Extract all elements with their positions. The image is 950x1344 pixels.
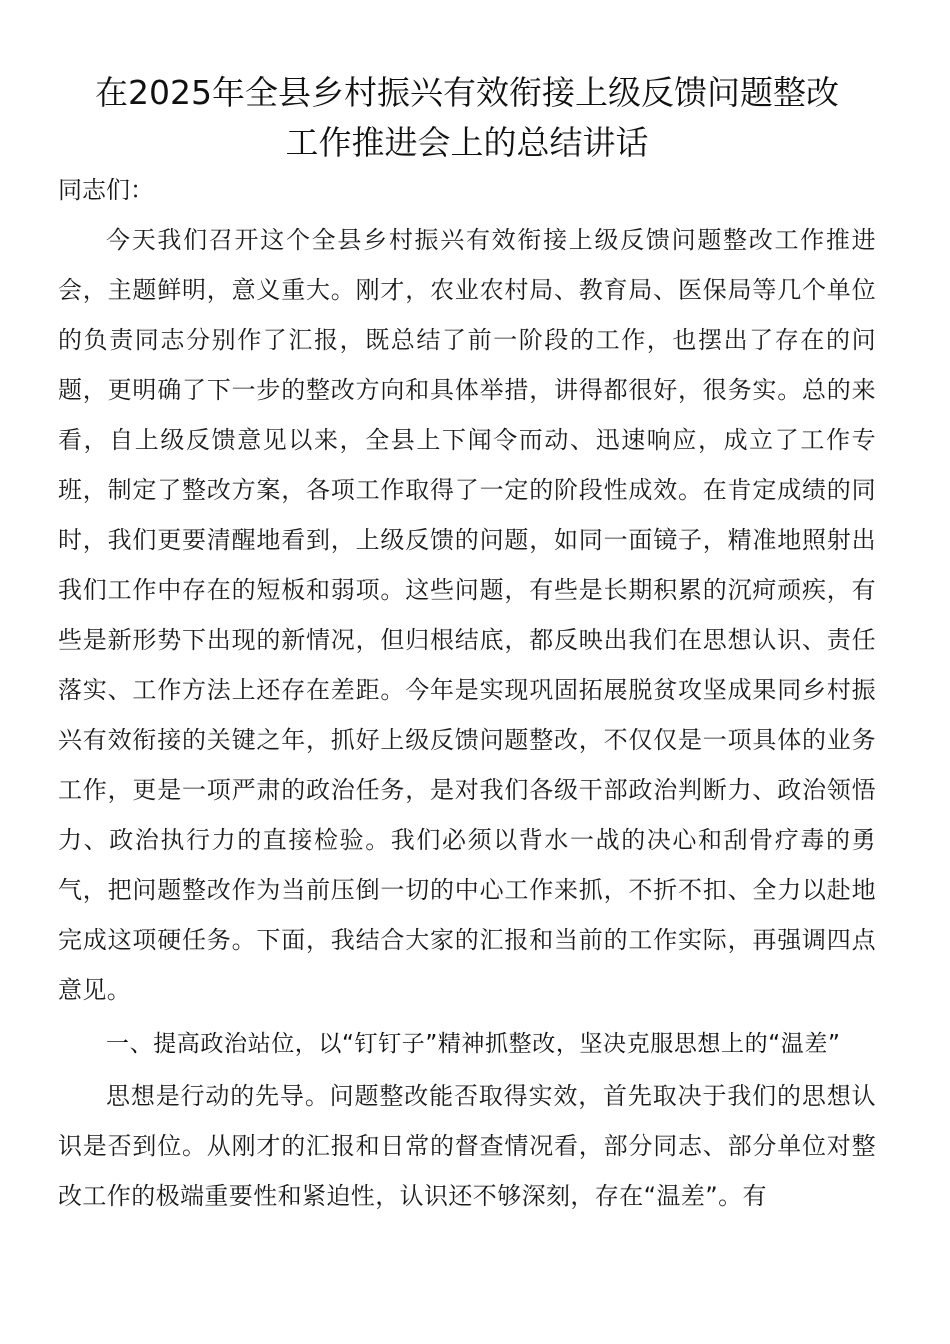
document-title bbox=[58, 68, 876, 168]
section-heading-1: 一、提高政治站位，以“钉钉子”精神抓整改，坚决克服思想上的“温差” bbox=[106, 1031, 841, 1057]
title-line-1: 在2025年全县乡村振兴有效衔接上级反馈问题整改 bbox=[95, 73, 839, 112]
body-paragraph-2: 思想是行动的先导。问题整改能否取得实效，首先取决于我们的思想认识是否到位。从刚才的汇报和日常的督查情况看，部分同志、部分单位对整改工作的极端重要性和紧迫性，认识还不够深刻，存在“温差”。有 bbox=[58, 1082, 876, 1210]
body-paragraph-1: 今天我们召开这个全县乡村振兴有效衔接上级反馈问题整改工作推进会，主题鲜明，意义重大。刚才，农业农村局、教育局、医保局等几个单位的负责同志分别作了汇报，既总结了前一阶段的工作，也摆出了存在的问题，更明确了下一步的整改方向和具体举措，讲得都很好，很务实。总的来看，自上级反馈意见以来，全县上下闻令而动、迅速响应，成立了工作专班，制定了整改方案，各项工作取得了一定的阶段性成效。在肯定成绩的同时，我们更要清醒地看到，上级反馈的问题，如同一面镜子，精准地照射出我们工作中存在的短板和弱项。这些问题，有些是长期积累的沉疴顽疾，有些是新形势下出现的新情况，但归根结底，都反映出我们在思想认识、责任落实、工作方法上还存在差距。今年是实现巩固拓展脱贫攻坚成果同乡村振兴有效衔接的关键之年，抓好上级反馈问题整改，不仅仅是一项具体的业务工作，更是一项严肃的政治任务，是对我们各级干部政治判断力、政治领悟力、政治执行力的直接检验。我们必须以背水一战的决心和刮骨疗毒的勇气，把问题整改作为当前压倒一切的中心工作来抓，不折不扣、全力以赴地完成这项硬任务。下面，我结合大家的汇报和当前的工作实际，再强调四点意见。 bbox=[58, 226, 876, 1004]
title-line-2: 工作推进会上的总结讲话 bbox=[285, 123, 649, 162]
salutation: 同志们： bbox=[58, 176, 154, 204]
document-page bbox=[58, 68, 876, 1221]
